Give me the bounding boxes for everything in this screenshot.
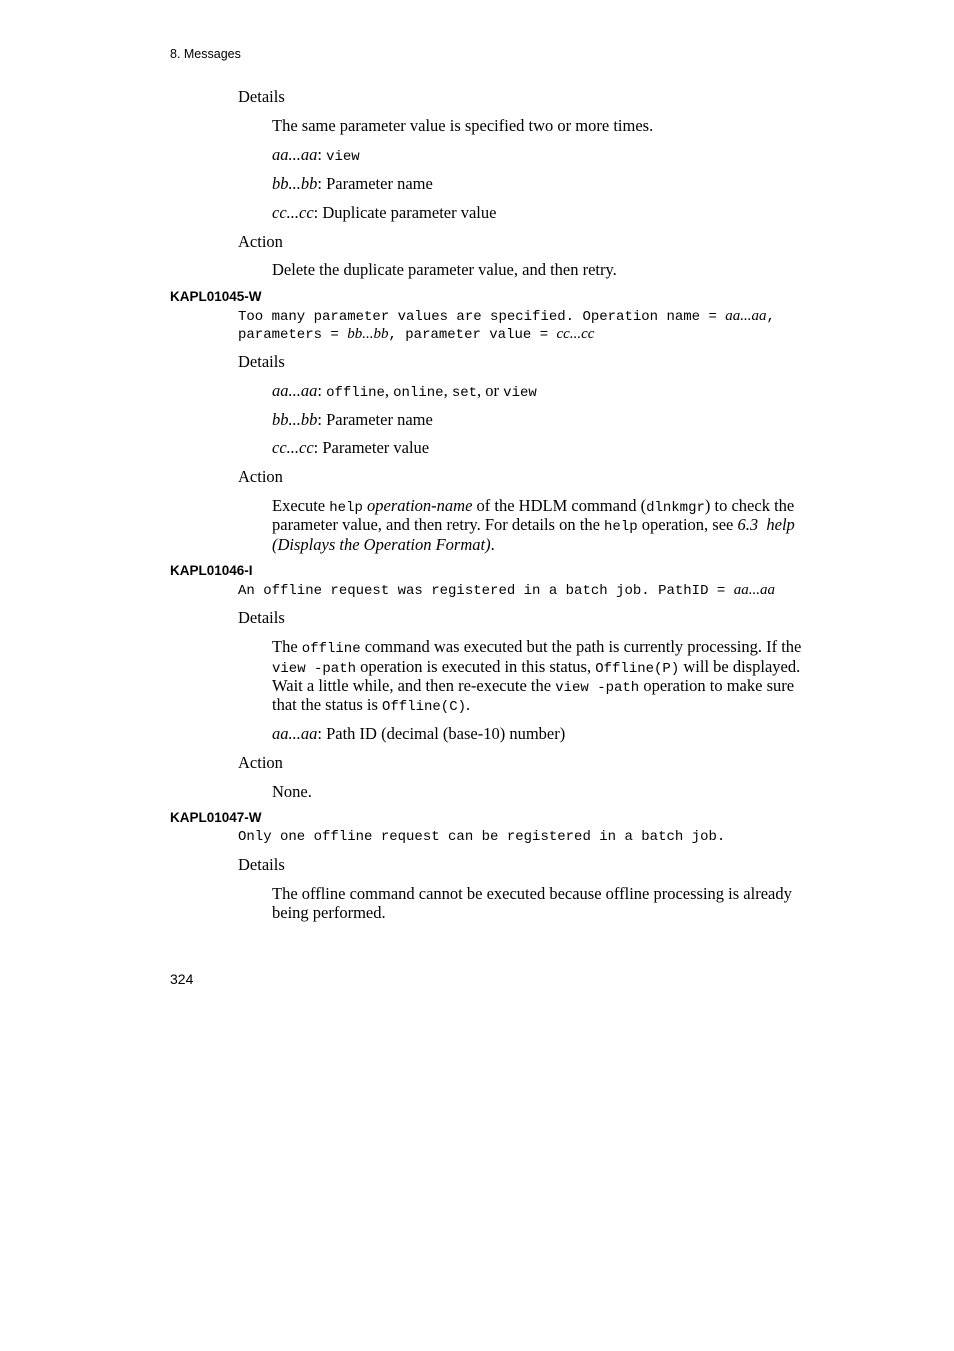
code-value: Offline(C) bbox=[382, 699, 467, 715]
variable-description: : Path ID (decimal (base-10) number) bbox=[317, 724, 566, 743]
details-text-line: being performed. bbox=[272, 903, 386, 922]
details-text: The same parameter value is specified two or more times. bbox=[272, 116, 654, 135]
variable-name: cc...cc bbox=[556, 326, 595, 342]
code-value: dlnkmgr bbox=[646, 500, 705, 516]
details-text-line bbox=[272, 676, 794, 696]
text-fragment: Wait a little while, and then re-execute the bbox=[272, 676, 556, 695]
variable-line bbox=[272, 438, 429, 458]
details-heading: Details bbox=[238, 855, 285, 874]
text-fragment: operation, see bbox=[637, 515, 738, 534]
variable-name: bb...bb bbox=[272, 410, 318, 429]
italic-term: operation-name bbox=[367, 496, 473, 515]
code-value: offline bbox=[301, 641, 361, 657]
message-fragment: , bbox=[766, 309, 775, 325]
action-text: Delete the duplicate parameter value, and then retry. bbox=[272, 260, 617, 279]
details-heading: Details bbox=[238, 87, 285, 106]
variable-description: : Parameter name bbox=[317, 410, 433, 429]
variable-name: cc...cc bbox=[272, 203, 314, 222]
variable-description: : Duplicate parameter value bbox=[313, 203, 497, 222]
separator: : bbox=[317, 381, 327, 400]
variable-name: aa...aa bbox=[733, 582, 775, 598]
code-value: help bbox=[604, 519, 638, 535]
cross-reference[interactable]: (Displays the Operation Format) bbox=[272, 535, 491, 554]
text-fragment: ) to check the bbox=[704, 496, 795, 515]
message-text-line bbox=[238, 326, 594, 343]
message-text-line bbox=[238, 308, 775, 325]
variable-name: bb...bb bbox=[347, 326, 389, 342]
details-text-line: The offline command cannot be executed because offline processing is already bbox=[272, 884, 792, 903]
code-value: view bbox=[503, 385, 537, 401]
page-number: 324 bbox=[170, 971, 194, 987]
variable-line bbox=[272, 410, 433, 430]
text-fragment: parameter value, and then retry. For details on the bbox=[272, 515, 605, 534]
variable-description: : Parameter value bbox=[313, 438, 430, 457]
message-text-line bbox=[238, 582, 775, 599]
variable-line bbox=[272, 724, 565, 744]
message-id: KAPL01045-W bbox=[170, 289, 262, 304]
code-value: view -path bbox=[272, 661, 357, 677]
message-id: KAPL01046-I bbox=[170, 563, 253, 578]
text-fragment: command was executed but the path is currently processing. If the bbox=[360, 637, 802, 656]
message-fragment: Too many parameter values are specified. Operation name = bbox=[238, 309, 726, 325]
details-heading: Details bbox=[238, 608, 285, 627]
variable-name: aa...aa bbox=[272, 724, 318, 743]
separator: : bbox=[317, 145, 327, 164]
action-text-line bbox=[272, 535, 495, 555]
action-heading: Action bbox=[238, 467, 283, 486]
text-fragment: . bbox=[490, 535, 495, 554]
variable-name: aa...aa bbox=[272, 381, 318, 400]
text-fragment: of the HDLM command ( bbox=[472, 496, 647, 515]
variable-line bbox=[272, 381, 537, 401]
message-fragment: parameters = bbox=[238, 327, 348, 343]
text-fragment: . bbox=[466, 695, 471, 714]
code-value: set bbox=[451, 385, 478, 401]
action-heading: Action bbox=[238, 753, 283, 772]
message-text-line: Only one offline request can be registered in a batch job. bbox=[238, 829, 726, 845]
code-value: offline bbox=[326, 385, 385, 401]
code-value: view -path bbox=[555, 680, 640, 696]
action-text: None. bbox=[272, 782, 312, 801]
separator: , bbox=[443, 381, 452, 400]
variable-description: : Parameter name bbox=[317, 174, 433, 193]
text-fragment: The bbox=[272, 637, 302, 656]
separator: , or bbox=[477, 381, 504, 400]
variable-line bbox=[272, 174, 433, 194]
text-fragment: operation to make sure bbox=[639, 676, 795, 695]
variable-name: bb...bb bbox=[272, 174, 318, 193]
details-text-line bbox=[272, 637, 801, 657]
action-text-line bbox=[272, 515, 795, 535]
action-heading: Action bbox=[238, 232, 283, 251]
running-header: 8. Messages bbox=[170, 47, 241, 61]
separator: , bbox=[384, 381, 394, 400]
message-id: KAPL01047-W bbox=[170, 810, 262, 825]
text-fragment: operation is executed in this status, bbox=[356, 657, 596, 676]
details-heading: Details bbox=[238, 352, 285, 371]
message-fragment: , parameter value = bbox=[388, 327, 557, 343]
code-value: online bbox=[393, 385, 444, 401]
text-fragment: that the status is bbox=[272, 695, 382, 714]
details-text-line bbox=[272, 695, 470, 715]
details-text-line bbox=[272, 657, 800, 677]
text-fragment: will be displayed. bbox=[679, 657, 801, 676]
code-value: view bbox=[326, 149, 360, 165]
variable-name: cc...cc bbox=[272, 438, 314, 457]
code-value: help bbox=[329, 500, 363, 516]
cross-reference[interactable]: 6.3 help bbox=[737, 515, 795, 534]
action-text-line bbox=[272, 496, 794, 516]
text-fragment: Execute bbox=[272, 496, 330, 515]
variable-line bbox=[272, 145, 360, 165]
variable-name: aa...aa bbox=[725, 308, 767, 324]
variable-line bbox=[272, 203, 496, 223]
code-value: Offline(P) bbox=[595, 661, 680, 677]
message-fragment: An offline request was registered in a batch job. PathID = bbox=[238, 583, 734, 599]
variable-name: aa...aa bbox=[272, 145, 318, 164]
